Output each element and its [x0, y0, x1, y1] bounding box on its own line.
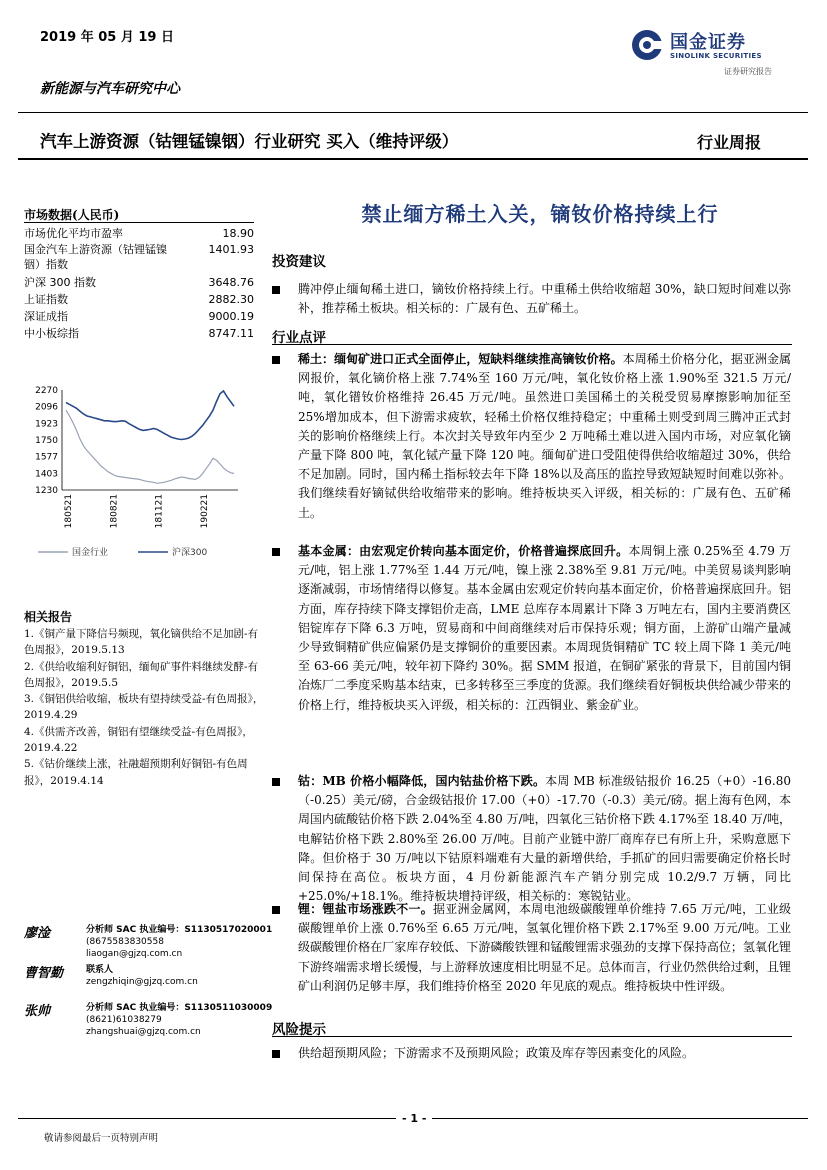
- report-type: 行业周报: [697, 133, 762, 152]
- review-divider: [272, 344, 792, 345]
- analyst-card: 曹智勤 联系人 zengzhiqin@gjzq.com.cn: [24, 965, 198, 987]
- series-line-industry: [66, 410, 234, 483]
- title-divider: [18, 158, 808, 160]
- legend-label: 国金行业: [72, 548, 109, 558]
- x-tick-label: 181121: [154, 494, 165, 529]
- list-item[interactable]: 1.《铜产量下降信号频现，氧化镝供给不足加剧-有色周报》，2019.5.13: [24, 628, 259, 657]
- y-tick-label: 1230: [35, 486, 58, 496]
- brand-name: 国金证券: [670, 32, 746, 53]
- analyst-email: liaogan@gjzq.com.cn: [86, 949, 183, 959]
- x-tick-label: 180821: [109, 494, 120, 529]
- footer-disclaimer[interactable]: 敬请参阅最后一页特别声明: [44, 1133, 159, 1144]
- sinolink-logo-icon: [630, 28, 664, 62]
- y-tick-label: 1403: [35, 469, 58, 480]
- review-item-lithium: 锂：锂盐市场涨跌不一。据亚洲金属网，本周电池级碳酸锂单价维持 7.65 万元/吨，工业级碳酸锂单价上涨 0.76%至 6.65 万元/吨，氢氧化锂价格下跌 2.17%至 9.00 万元/吨。工业级碳酸锂价格在厂家库存较低、下游磷酸铁锂和锰酸锂需求强劲的支撑下保持高位；氢氧化锂下游终端需求增长缓慢，与上游释放速度相比明显不足。总体而言，行业仍然供给过剩，且锂矿山利润仍足够丰厚，我们维持价格至 2020 年见底的观点。维持板块中性评级。: [298, 902, 791, 993]
- y-tick-label: 1577: [35, 452, 58, 463]
- analyst-name: 廖淦: [24, 926, 51, 941]
- bullet-icon: [272, 356, 280, 364]
- analyst-card: 廖淦 分析师 SAC 执业编号：S1130517020001 (8675583830558 liaogan@gjzq.com.cn: [24, 925, 273, 959]
- related-reports-list: [24, 626, 268, 789]
- y-tick-label: 2096: [35, 402, 58, 413]
- risk-text: 供给超预期风险；下游需求不及预期风险；政策及库存等因素变化的风险。: [298, 1046, 695, 1060]
- report-date: 2019 年 05 月 19 日: [40, 30, 174, 45]
- y-tick-label: 1923: [35, 419, 58, 430]
- related-reports-title: 相关报告: [24, 610, 73, 624]
- analyst-card: 张帅 分析师 SAC 执业编号：S1130511030009 (8621)61038279 zhangshuai@gjzq.com.cn: [24, 1003, 273, 1037]
- list-item[interactable]: 2.《供给收缩利好铜铝，缅甸矿事件料继续发酵-有色周报》，2019.5.5: [24, 660, 259, 689]
- bullet-icon: [272, 778, 280, 786]
- risk-heading: 风险提示: [272, 1022, 326, 1038]
- y-tick-label: 1750: [35, 436, 58, 446]
- bullet-icon: [272, 906, 280, 914]
- analyst-name: 张帅: [24, 1004, 51, 1019]
- bullet-icon: [272, 548, 280, 556]
- report-title: 汽车上游资源（钴锂锰镍铟）行业研究 买入（维持评级）: [40, 132, 459, 151]
- list-item[interactable]: 3.《铜铝供给收缩，板块有望持续受益-有色周报》，2019.4.29: [24, 693, 264, 722]
- y-tick-label: 2270: [35, 386, 58, 396]
- bullet-icon: [272, 1050, 280, 1058]
- bullet-icon: [272, 286, 280, 294]
- review-item-rare-earth: 稀土：缅甸矿进口正式全面停止，短缺料继续推高镝钕价格。本周稀土价格分化，据亚洲金属网报价，氧化镝价格上涨 7.74%至 160 万元/吨，氧化钕价格上涨 1.90%至 321.5 万元/吨，氧化镨钕价格维持 26.45 万元/吨。虽然进口美国稀土的关税受贸易摩擦影响加征至 25%增加成本，但下游需求疲软，轻稀土价格仅维持稳定；中重稀土则受到周三腾冲正式封关的影响价格继续上行。本次封关导致年内至少 2 万吨稀土难以进入国内市场，对应氧化镝产量下降 800 吨，氧化铽产量下降 120 吨。缅甸矿进口受阻使得供给收缩超过 30%，供给不足加剧。同时，国内稀土指标较去年下降 18%以及高压的监控导致短缺短时间难以弥补。我们继续看好镝铽供给收缩带来的影响。维持板块买入评级，相关标的：广晟有色、五矿稀土。: [298, 352, 791, 520]
- brand-name-en: SINOLINK SECURITIES: [670, 52, 762, 60]
- market-data-title: 市场数据(人民币): [24, 208, 120, 222]
- header-divider: [18, 112, 808, 113]
- review-heading: 行业点评: [272, 330, 326, 346]
- series-line-hs300: [66, 391, 234, 440]
- index-line-chart: [18, 380, 258, 580]
- analyst-email: zhangshuai@gjzq.com.cn: [86, 1027, 201, 1037]
- market-row: 国金汽车上游资源（钴锂锰镍铟）指数 1401.93: [24, 243, 254, 271]
- invest-text: 腾冲停止缅甸稀土进口，镝钕价格持续上行。中重稀土供给收缩超 30%，缺口短时间难以弥补，推荐稀土板块。相关标的：广晟有色、五矿稀土。: [298, 282, 791, 316]
- x-tick-label: 180521: [64, 494, 74, 529]
- analyst-name: 曹智勤: [24, 966, 64, 981]
- legend-label: 沪深300: [172, 548, 208, 558]
- risk-divider: [272, 1036, 792, 1037]
- invest-heading: 投资建议: [272, 254, 326, 270]
- brand-subtitle: 证券研究报告: [724, 67, 772, 76]
- market-divider: [24, 222, 254, 223]
- research-center: 新能源与汽车研究中心: [40, 81, 180, 97]
- list-item[interactable]: 5.《钴价继续上涨，社融超预期利好铜铝-有色周报》，2019.4.14: [24, 758, 248, 787]
- list-item[interactable]: 4.《供需齐改善，铜铝有望继续受益-有色周报》，2019.4.22: [24, 725, 253, 755]
- page-title: 禁止缅方稀土入关，镝钕价格持续上行: [361, 202, 719, 226]
- review-item-base-metals: 基本金属：由宏观定价转向基本面定价，价格普遍探底回升。本周铜上涨 0.25%至 4.79 万元/吨，铝上涨 1.77%至 1.44 万元/吨，镍上涨 2.38%至 9.81 万元/吨。中美贸易谈判影响逐渐减弱，市场情绪得以修复。基本金属由宏观定价转向基本面定价，价格普遍探底回升。铝方面，库存持续下降支撑铝价走高，LME 总库存本周累计下降 3 万吨左右，国内主要消费区铝锭库存下降 6.3 万吨，贸易商和中间商继续对后市保持乐观；铜方面，上游矿山端产量减少导致铜精矿供应偏紧仍是支撑铜价的重要因素。本周现货铜精矿 TC 较上周下降 1 美元/吨至 63-66 美元/吨，较年初下降约 30%。据 SMM 报道，在铜矿紧张的背景下，目前国内铜冶炼厂二季度采购基本结束，已多转移至三季度的货源。我们继续看好铜板块供给减少带来的价格上行，维持板块买入评级，相关标的：江西铜业、紫金矿业。: [298, 544, 791, 712]
- x-tick-label: 190221: [200, 494, 210, 529]
- analyst-email: zengzhiqin@gjzq.com.cn: [86, 977, 198, 987]
- page-number: - 1 -: [396, 1112, 432, 1125]
- review-item-cobalt: 钴：MB 价格小幅降低，国内钴盐价格下跌。本周 MB 标准级钴报价 16.25（+0）-16.80（-0.25）美元/磅，合金级钴报价 17.00（+0）-17.70（-0.3）美元/磅。据上海有色网，本周国内硫酸钴价格下跌 2.04%至 4.80 万/吨，四氧化三钴价格下跌 4.17%至 18.40 万/吨，电解钴价格下跌 2.80%至 26.00 万/吨。目前产业链中游厂商库存已有所上升，采购意愿下降。但价格于 30 万/吨以下钴原料端难有大量的新增供给，手抓矿的回归需要确定价格长时间保持在高位。板块方面，4 月份新能源汽车产销分别完成 10.2/9.7 万辆，同比+25.0%/+18.1%。维持板块增持评级，相关标的：寒锐钴业。: [298, 774, 791, 904]
